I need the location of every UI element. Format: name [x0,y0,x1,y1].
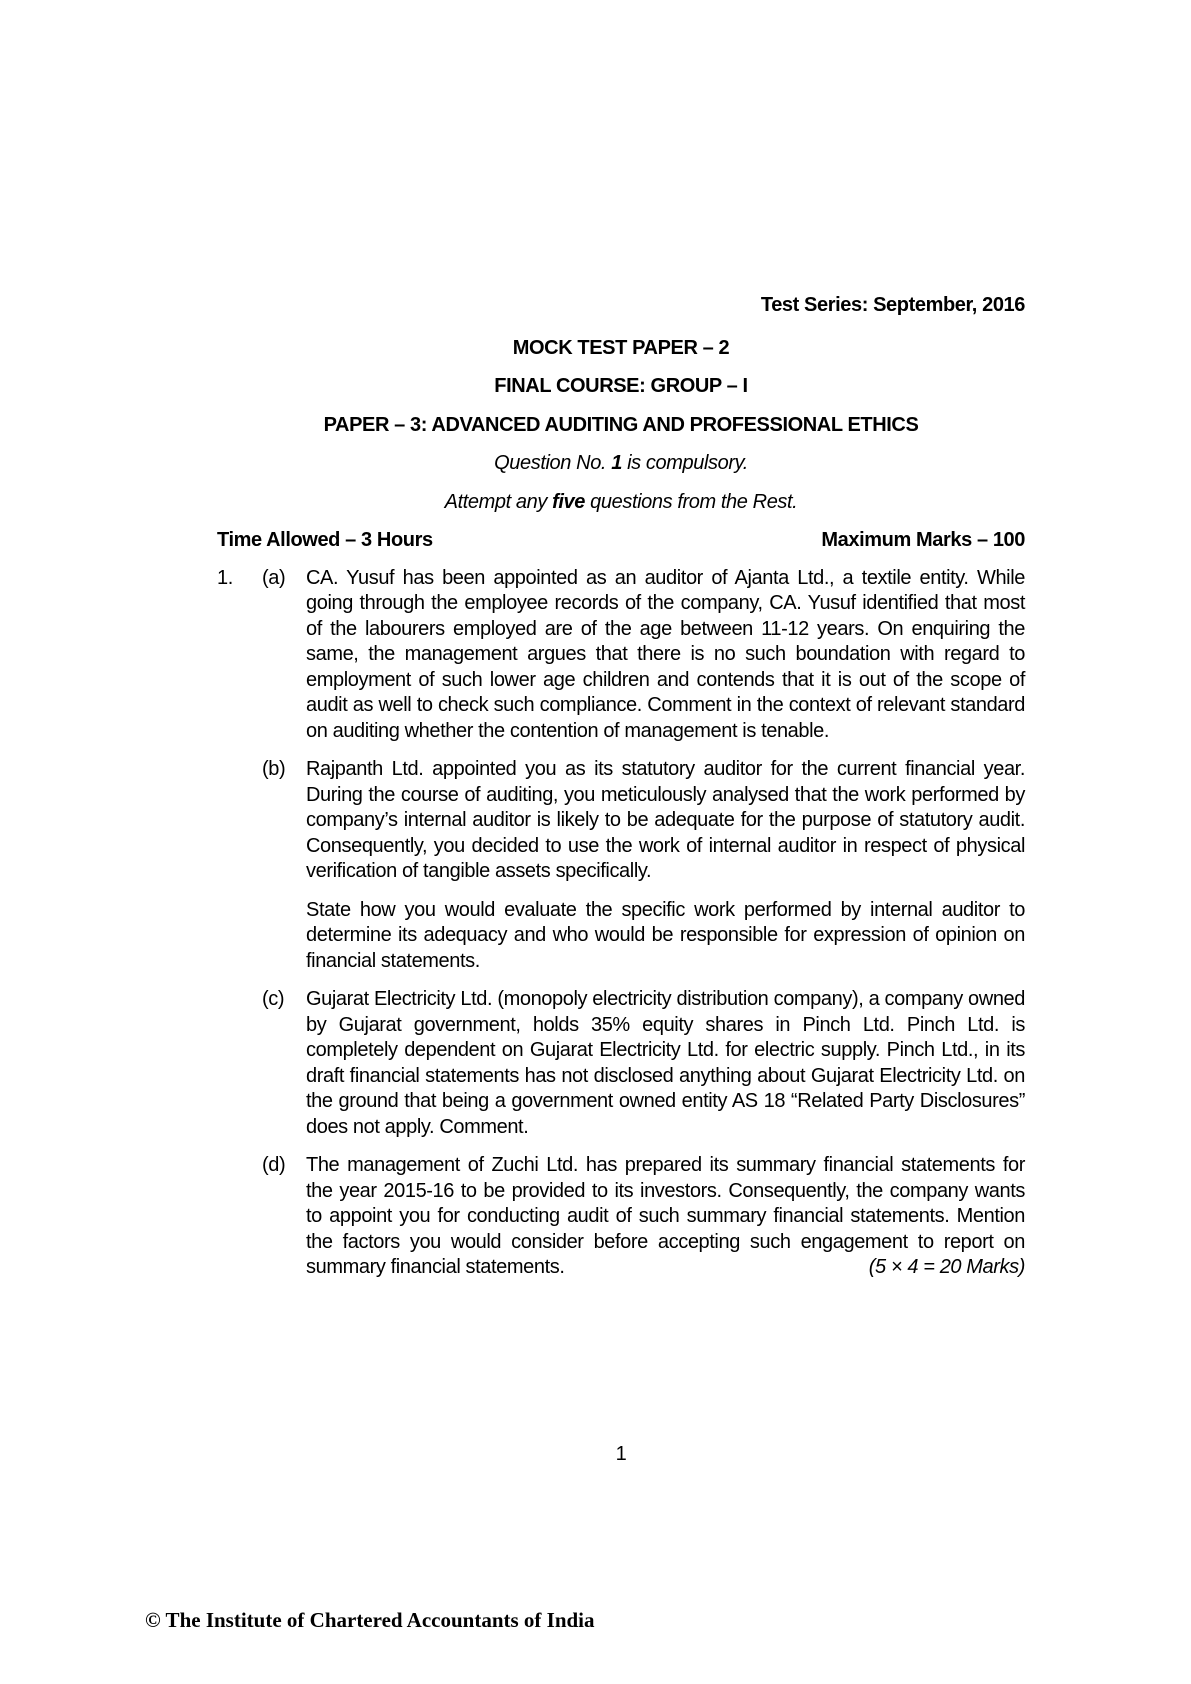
part-b-paragraph-1: Rajpanth Ltd. appointed you as its statutory auditor for the current financial year. During the course of auditing, you meticulously analysed that the work performed by company’s internal auditor is likely to be adequate for the purpose of statutory audit. Consequently, you decided to use the work of internal auditor in respect of physical verification of tangible assets specifically. [306,758,1025,882]
part-a-paragraph: CA. Yusuf has been appointed as an auditor of Ajanta Ltd., a textile entity. While going through the employee records of the company, CA. Yusuf identified that most of the labourers employed are of the age between 11-12 years. On enquiring the same, the management argues that there is no such boundation with regard to employment of such lower age children and contends that it is out of the scope of audit as well to check such compliance. Comment in the context of relevant standard on auditing whether the contention of management is tenable. [306,566,1025,742]
part-a-body [306,566,1025,745]
course-title: FINAL COURSE: GROUP – I [494,375,748,397]
part-a-label: (a) [262,566,286,589]
part-d-text: The management of Zuchi Ltd. has prepared its summary financial statements for the year 2015-16 to be provided to its investors. Consequently, the company wants to appoint you for conducting audit of such summary financial statements. Mention the factors you would consider before accepting such engagement to report on summary financial statements. [306,1154,1025,1278]
question-number: 1. [217,566,233,589]
paper-title: MOCK TEST PAPER – 2 [512,336,730,359]
meta-row [217,528,1025,554]
part-d-body [306,1153,1025,1281]
instruction-compulsory [217,451,1025,477]
question-part-c [262,987,1025,1140]
question-part-a [262,566,1025,745]
page-number: 1 [615,1443,627,1465]
copyright-line: © The Institute of Chartered Accountants of India [145,1608,595,1632]
part-b-label: (b) [262,758,286,780]
question-part-d [262,1153,1025,1281]
question-part-b [262,757,1025,974]
paper-content [217,293,1025,1281]
part-c-label: (c) [262,988,285,1010]
instruction-compulsory-suffix: is compulsory. [621,452,748,474]
instruction-attempt-bold: five [552,490,586,513]
time-allowed-label: Time Allowed – 3 Hours [217,529,433,551]
part-d-paragraph [306,1153,1025,1281]
part-b-body [306,757,1025,974]
subject-title: PAPER – 3: ADVANCED AUDITING AND PROFESSIONAL ETHICS [323,413,919,436]
part-d-label: (d) [262,1154,286,1176]
question-parts [262,566,1025,1281]
maximum-marks-label: Maximum Marks – 100 [821,529,1025,551]
instruction-attempt-prefix: Attempt any [444,490,553,513]
instruction-attempt [217,490,1025,516]
question-1 [217,566,1025,1281]
part-c-body [306,987,1025,1140]
instruction-attempt-suffix: questions from the Rest. [585,490,798,513]
part-c-paragraph: Gujarat Electricity Ltd. (monopoly electricity distribution company), a company owned by Gujarat government, holds 35% equity shares in Pinch Ltd. Pinch Ltd. is completely dependent on Gujarat Electricity Ltd. for electric supply. Pinch Ltd., in its draft financial statements has not disclosed anything about Gujarat Electricity Ltd. on the ground that being a government owned entity AS 18 “Related Party Disclosures” does not apply. Comment. [306,988,1025,1138]
part-b-paragraph-2: State how you would evaluate the specific work performed by internal auditor to determine its adequacy and who would be responsible for expression of opinion on financial statements. [306,898,1025,972]
test-series-line: Test Series: September, 2016 [760,294,1025,316]
instruction-compulsory-prefix: Question No. [494,452,612,474]
instruction-compulsory-bold: 1 [611,452,622,474]
marks-annotation: (5 × 4 = 20 Marks) [869,1255,1025,1281]
